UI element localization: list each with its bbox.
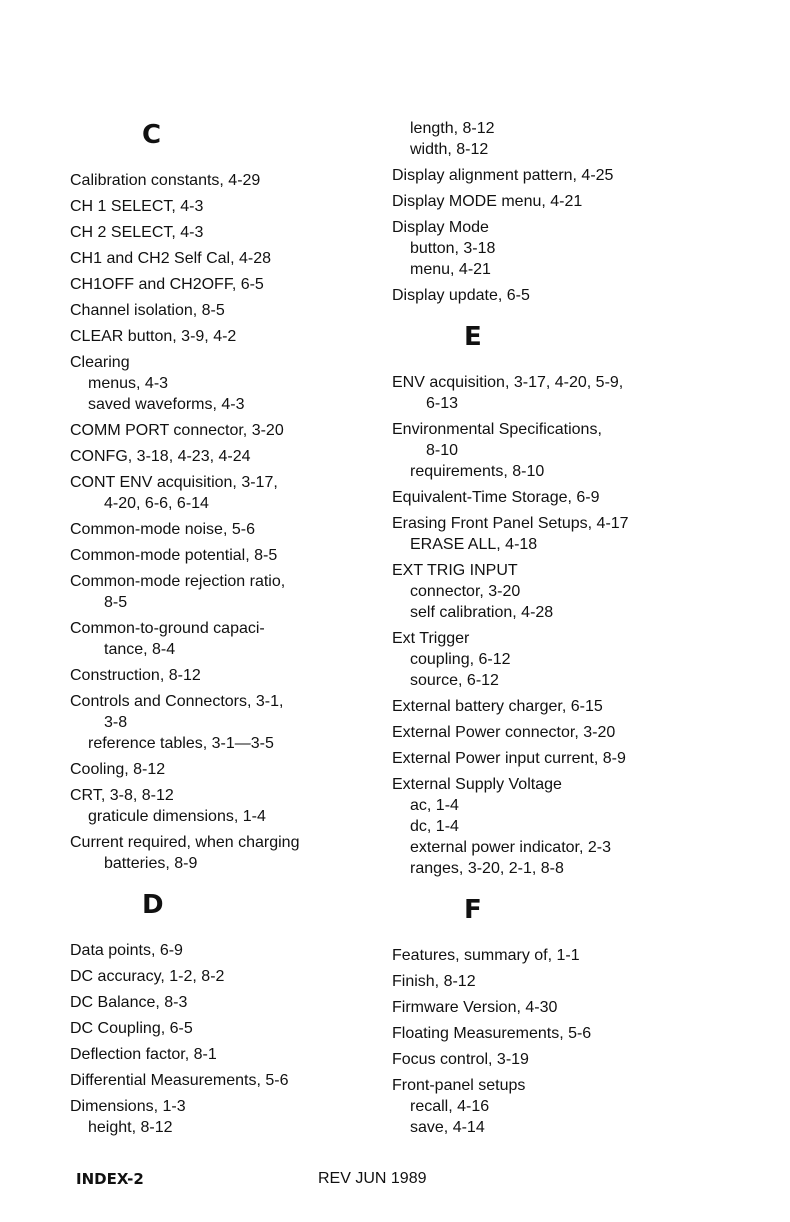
- index-entry: [392, 1049, 722, 1070]
- entry-subterm: source, 6-12: [410, 672, 499, 689]
- index-entry: [392, 285, 722, 306]
- entry-term: Display alignment pattern, 4-25: [392, 167, 614, 184]
- index-entry: [392, 419, 722, 482]
- entry-term: Channel isolation, 8-5: [70, 302, 225, 319]
- entry-term: Front-panel setups: [392, 1077, 526, 1094]
- index-entry: [70, 1044, 380, 1065]
- entry-term: EXT TRIG INPUT: [392, 562, 518, 579]
- entry-term: Floating Measurements, 5-6: [392, 1025, 592, 1042]
- index-entry: [70, 759, 380, 780]
- index-entry: [392, 971, 722, 992]
- index-entry: [70, 940, 380, 961]
- index-entry: [392, 165, 722, 186]
- entry-term: External Power input current, 8-9: [392, 750, 626, 767]
- entry-term: CONFG, 3-18, 4-23, 4-24: [70, 448, 251, 465]
- entry-subterm: graticule dimensions, 1-4: [88, 808, 266, 825]
- entry-subterm: self calibration, 4-28: [410, 604, 554, 621]
- index-entry: [392, 997, 722, 1018]
- entry-subterm: external power indicator, 2-3: [410, 839, 611, 856]
- entry-subterm: recall, 4-16: [410, 1098, 490, 1115]
- index-entry: [392, 191, 722, 212]
- entry-term: Ext Trigger: [392, 630, 470, 647]
- index-column-left: [70, 118, 380, 1143]
- page-number: INDEX-2: [76, 1170, 144, 1188]
- index-entry: [70, 545, 380, 566]
- entry-subterm: reference tables, 3-1—3-5: [88, 735, 274, 752]
- entry-term: Controls and Connectors, 3-1,: [70, 693, 284, 710]
- index-entry: [392, 560, 722, 623]
- entry-term: External battery charger, 6-15: [392, 698, 603, 715]
- index-entry: [70, 785, 380, 827]
- entry-subterm: height, 8-12: [88, 1119, 173, 1136]
- entry-subterm: dc, 1-4: [410, 818, 459, 835]
- entry-term: Firmware Version, 4-30: [392, 999, 558, 1016]
- revision-date: REV JUN 1989: [318, 1170, 427, 1187]
- entry-term: DC accuracy, 1-2, 8-2: [70, 968, 225, 985]
- entry-subterm: menu, 4-21: [410, 261, 491, 278]
- entry-term: CONT ENV acquisition, 3-17,: [70, 474, 278, 491]
- entry-term: DC Balance, 8-3: [70, 994, 188, 1011]
- index-column-right: [392, 118, 722, 1143]
- section-letter: C: [142, 120, 162, 150]
- entry-term: CLEAR button, 3-9, 4-2: [70, 328, 237, 345]
- index-entry: [70, 352, 380, 415]
- index-section: [70, 118, 380, 874]
- entry-term: Focus control, 3-19: [392, 1051, 529, 1068]
- entry-subterm: coupling, 6-12: [410, 651, 511, 668]
- entry-continuation: tance, 8-4: [104, 641, 176, 658]
- entry-subterm: requirements, 8-10: [410, 463, 545, 480]
- index-entry: [70, 966, 380, 987]
- entry-subterm: saved waveforms, 4-3: [88, 396, 245, 413]
- entry-term: Equivalent-Time Storage, 6-9: [392, 489, 600, 506]
- entry-subterm: ac, 1-4: [410, 797, 459, 814]
- entry-subterm: connector, 3-20: [410, 583, 521, 600]
- index-entry: [70, 691, 380, 754]
- index-entry: [70, 170, 380, 191]
- entry-term: Common-to-ground capaci-: [70, 620, 265, 637]
- index-entry: [70, 222, 380, 243]
- index-entry: [392, 748, 722, 769]
- entry-term: Differential Measurements, 5-6: [70, 1072, 289, 1089]
- entry-term: Environmental Specifications,: [392, 421, 602, 438]
- entry-term: Display Mode: [392, 219, 489, 236]
- entry-term: CH1 and CH2 Self Cal, 4-28: [70, 250, 271, 267]
- index-section: [392, 320, 722, 879]
- index-entry: [70, 420, 380, 441]
- entry-term: Cooling, 8-12: [70, 761, 166, 778]
- entry-subterm: width, 8-12: [410, 141, 489, 158]
- index-section: [70, 888, 380, 1138]
- entry-continuation: 6-13: [426, 395, 459, 412]
- entry-term: Common-mode potential, 8-5: [70, 547, 278, 564]
- entry-term: Display MODE menu, 4-21: [392, 193, 583, 210]
- entry-continuation: 8-5: [104, 594, 128, 611]
- index-entry: [392, 774, 722, 879]
- index-section: [392, 893, 722, 1138]
- section-letter: D: [142, 890, 164, 920]
- entry-term: ENV acquisition, 3-17, 4-20, 5-9,: [392, 374, 624, 391]
- index-entry: [70, 1070, 380, 1091]
- index-entry: [392, 628, 722, 691]
- index-entry: [392, 118, 722, 160]
- entry-term: Data points, 6-9: [70, 942, 183, 959]
- section-letter: F: [464, 895, 482, 925]
- index-entry: [70, 1018, 380, 1039]
- entry-term: Construction, 8-12: [70, 667, 201, 684]
- entry-term: CRT, 3-8, 8-12: [70, 787, 174, 804]
- index-entry: [70, 196, 380, 217]
- index-entry: [70, 274, 380, 295]
- index-entry: [70, 248, 380, 269]
- entry-term: Clearing: [70, 354, 130, 371]
- entry-term: Common-mode noise, 5-6: [70, 521, 255, 538]
- index-entry: [392, 945, 722, 966]
- entry-term: Common-mode rejection ratio,: [70, 573, 286, 590]
- index-entry: [392, 372, 722, 414]
- index-entry: [70, 326, 380, 347]
- index-entry: [392, 722, 722, 743]
- entry-term: Display update, 6-5: [392, 287, 530, 304]
- index-entry: [70, 992, 380, 1013]
- entry-term: Calibration constants, 4-29: [70, 172, 261, 189]
- entry-term: CH1OFF and CH2OFF, 6-5: [70, 276, 264, 293]
- entry-term: Finish, 8-12: [392, 973, 476, 990]
- entry-term: Current required, when charging: [70, 834, 300, 851]
- entry-subterm: menus, 4-3: [88, 375, 169, 392]
- entry-term: External Power connector, 3-20: [392, 724, 616, 741]
- index-entry: [70, 665, 380, 686]
- index-entry: [70, 446, 380, 467]
- index-section: [392, 118, 722, 306]
- entry-subterm: button, 3-18: [410, 240, 496, 257]
- entry-term: CH 1 SELECT, 4-3: [70, 198, 204, 215]
- entry-continuation: 3-8: [104, 714, 128, 731]
- index-entry: [70, 300, 380, 321]
- entry-subterm: save, 4-14: [410, 1119, 485, 1136]
- index-entry: [70, 519, 380, 540]
- index-entry: [392, 217, 722, 280]
- index-entry: [70, 472, 380, 514]
- entry-term: External Supply Voltage: [392, 776, 562, 793]
- entry-continuation: 4-20, 6-6, 6-14: [104, 495, 209, 512]
- index-entry: [392, 513, 722, 555]
- entry-term: DC Coupling, 6-5: [70, 1020, 193, 1037]
- entry-term: Erasing Front Panel Setups, 4-17: [392, 515, 629, 532]
- index-entry: [392, 1023, 722, 1044]
- entry-continuation: 8-10: [426, 442, 459, 459]
- index-entry: [70, 618, 380, 660]
- entry-continuation: batteries, 8-9: [104, 855, 198, 872]
- entry-subterm: length, 8-12: [410, 120, 495, 137]
- index-entry: [392, 1075, 722, 1138]
- entry-term: Dimensions, 1-3: [70, 1098, 186, 1115]
- entry-term: CH 2 SELECT, 4-3: [70, 224, 204, 241]
- entry-term: Features, summary of, 1-1: [392, 947, 580, 964]
- index-entry: [70, 1096, 380, 1138]
- index-entry: [70, 571, 380, 613]
- entry-subterm: ranges, 3-20, 2-1, 8-8: [410, 860, 564, 877]
- index-entry: [392, 696, 722, 717]
- section-letter: E: [464, 322, 482, 352]
- entry-term: Deflection factor, 8-1: [70, 1046, 217, 1063]
- entry-term: COMM PORT connector, 3-20: [70, 422, 284, 439]
- entry-subterm: ERASE ALL, 4-18: [410, 536, 538, 553]
- index-entry: [70, 832, 380, 874]
- index-entry: [392, 487, 722, 508]
